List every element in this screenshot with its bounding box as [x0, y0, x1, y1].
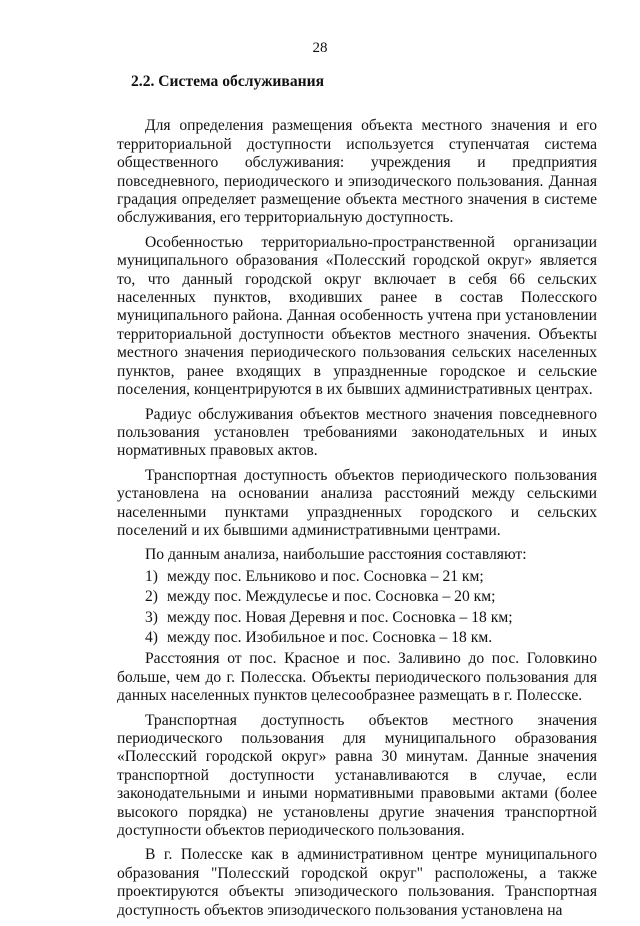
- list-item-number: 2): [145, 588, 158, 606]
- paragraph-distances-note: Расстояния от пос. Красное и пос. Заливино до пос. Головкино больше, чем до г. Полесска. Объекты периодического пользования для данных населенных пунктов целесообразнее размещать в г. Полесске.: [117, 650, 597, 705]
- section-title: 2.2. Система обслуживания: [131, 73, 325, 90]
- paragraph-territorial-organization: Особенностью территориально-пространственной организации муниципального образования «Полесский городской округ» является то, что данный городской округ включает в себя 66 сельских населенных пунктов, входивших ранее в состав Полесского муниципального района. Данная особенность учтена при установлении территориальной доступности объектов местного значения. Объекты местного значения периодического пользования сельских населенных пунктов, ранее входящих в упраздненные городское и сельские поселения, концентрируются в их бывших административных центрах.: [117, 233, 597, 399]
- list-item-text: между пос. Изобильное и пос. Сосновка – 18 км.: [167, 628, 493, 646]
- list-item-text: между пос. Междулесье и пос. Сосновка – 20 км;: [167, 588, 496, 606]
- list-item: [145, 609, 597, 627]
- paragraph-analysis-intro: По данным анализа, наибольшие расстояния составляют:: [145, 546, 527, 564]
- list-item-text: между пос. Новая Деревня и пос. Сосновка – 18 км;: [167, 608, 513, 626]
- list-item: [145, 568, 597, 586]
- paragraph-service-radius: Радиус обслуживания объектов местного значения повседневного пользования установлен требованиями законодательных и иных нормативных правовых актов.: [117, 405, 597, 460]
- list-item-number: 1): [145, 567, 158, 585]
- list-item-text: между пос. Ельниково и пос. Сосновка – 21 км;: [167, 567, 484, 585]
- page-number: 28: [312, 40, 328, 56]
- distances-list: [117, 568, 597, 648]
- list-item: [145, 629, 597, 647]
- list-item-number: 4): [145, 628, 158, 646]
- list-item-number: 3): [145, 608, 158, 626]
- paragraph-transport-accessibility: Транспортная доступность объектов периодического пользования установлена на основании анализа расстояний между сельскими населенными пунктами упраздненных городского и сельских поселений и их бывшими административными центрами.: [117, 466, 597, 539]
- list-item: [145, 588, 597, 606]
- paragraph-periodic-accessibility: Транспортная доступность объектов местного значения периодического пользования для муниципального образования «Полесский городской округ» равна 30 минутам. Данные значения транспортной доступности устанавливаются в случае, если законодательными и иными нормативными правовыми актами (более высокого порядка) не установлены другие значения транспортной доступности объектов периодического пользования.: [117, 711, 597, 840]
- page-content: [117, 73, 597, 926]
- paragraph-episodic-accessibility: В г. Полесске как в административном центре муниципального образования "Полесский городской округ" расположены, а также проектируются объекты эпизодического пользования. Транспортная доступность объектов эпизодического пользования установлена на: [117, 846, 597, 919]
- paragraph-service-system: Для определения размещения объекта местного значения и его территориальной доступности используется ступенчатая система общественного обслуживания: учреждения и предприятия повседневного, периодического и эпизодического пользования. Данная градация определяет размещение объекта местного значения в системе обслуживания, его территориальную доступность.: [117, 117, 597, 227]
